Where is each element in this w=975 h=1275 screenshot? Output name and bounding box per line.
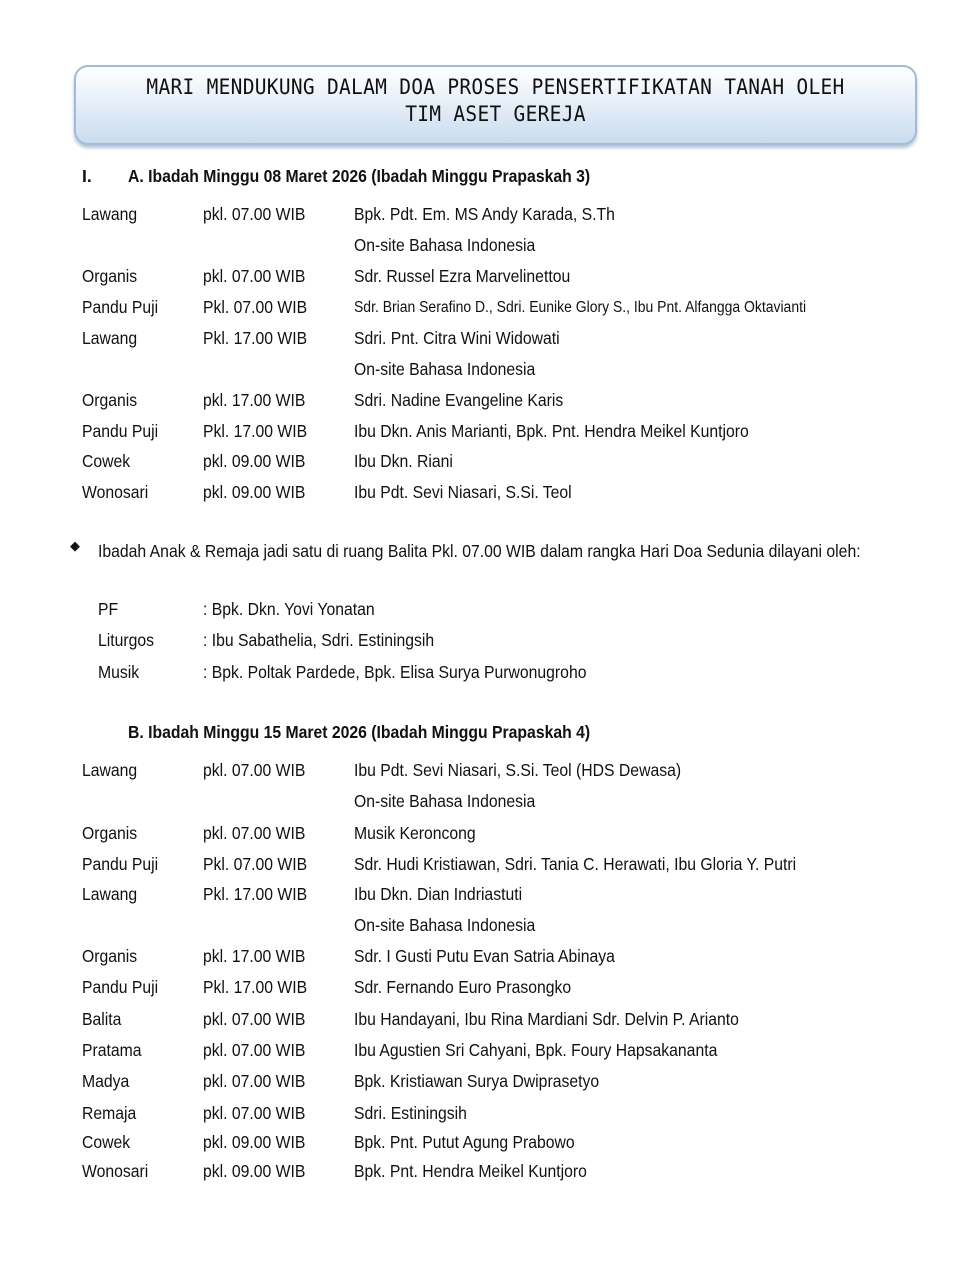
time-label: Pkl. 17.00 WIB bbox=[203, 884, 308, 904]
note-value: : Ibu Sabathelia, Sdri. Estiningsih bbox=[203, 630, 435, 650]
time-label: pkl. 07.00 WIB bbox=[203, 760, 306, 780]
assignee-label: Sdri. Estiningsih bbox=[354, 1103, 467, 1123]
note-text bbox=[98, 536, 928, 567]
time-label: pkl. 09.00 WIB bbox=[203, 1132, 306, 1152]
title-banner bbox=[74, 65, 917, 145]
note-role: Musik bbox=[98, 662, 140, 682]
time-label: pkl. 07.00 WIB bbox=[203, 1103, 306, 1123]
assignee-label: Ibu Dkn. Riani bbox=[354, 451, 453, 471]
place-label: Pandu Puji bbox=[82, 854, 159, 874]
diamond-bullet-icon: ◆ bbox=[70, 538, 80, 553]
place-label: Lawang bbox=[82, 204, 138, 224]
time-label: pkl. 07.00 WIB bbox=[203, 1009, 306, 1029]
section-a-heading: A. Ibadah Minggu 08 Maret 2026 (Ibadah Minggu Prapaskah 3) bbox=[128, 166, 591, 186]
time-label: pkl. 07.00 WIB bbox=[203, 204, 306, 224]
place-label: Lawang bbox=[82, 760, 138, 780]
place-label: Pandu Puji bbox=[82, 977, 159, 997]
place-label: Organis bbox=[82, 823, 138, 843]
place-label: Lawang bbox=[82, 328, 138, 348]
assignee-label: On-site Bahasa Indonesia bbox=[354, 359, 536, 379]
time-label: pkl. 09.00 WIB bbox=[203, 1161, 306, 1181]
note-role: PF bbox=[98, 599, 119, 619]
time-label: pkl. 07.00 WIB bbox=[203, 266, 306, 286]
assignee-label: Bpk. Pnt. Putut Agung Prabowo bbox=[354, 1132, 575, 1152]
time-label: Pkl. 17.00 WIB bbox=[203, 977, 308, 997]
assignee-label: Ibu Pdt. Sevi Niasari, S.Si. Teol (HDS Dewasa) bbox=[354, 760, 682, 780]
assignee-label: Sdri. Nadine Evangeline Karis bbox=[354, 390, 564, 410]
note-value: : Bpk. Dkn. Yovi Yonatan bbox=[203, 599, 375, 619]
time-label: Pkl. 17.00 WIB bbox=[203, 328, 308, 348]
assignee-label: Ibu Dkn. Anis Marianti, Bpk. Pnt. Hendra Meikel Kuntjoro bbox=[354, 421, 749, 441]
assignee-label: Ibu Agustien Sri Cahyani, Bpk. Foury Hapsakananta bbox=[354, 1040, 718, 1060]
assignee-label: Ibu Pdt. Sevi Niasari, S.Si. Teol bbox=[354, 482, 572, 502]
place-label: Pandu Puji bbox=[82, 297, 159, 317]
banner-title: MARI MENDUKUNG DALAM DOA PROSES PENSERTIFIKATAN TANAH OLEH TIM ASET GEREJA bbox=[146, 75, 845, 126]
assignee-label: Bpk. Kristiawan Surya Dwiprasetyo bbox=[354, 1071, 600, 1091]
time-label: pkl. 07.00 WIB bbox=[203, 1071, 306, 1091]
assignee-label: Musik Keroncong bbox=[354, 823, 476, 843]
place-label: Lawang bbox=[82, 884, 138, 904]
place-label: Remaja bbox=[82, 1103, 137, 1123]
assignee-label: Bpk. Pnt. Hendra Meikel Kuntjoro bbox=[354, 1161, 587, 1181]
assignee-label: Sdr. Russel Ezra Marvelinettou bbox=[354, 266, 571, 286]
place-label: Cowek bbox=[82, 1132, 131, 1152]
time-label: pkl. 07.00 WIB bbox=[203, 1040, 306, 1060]
place-label: Cowek bbox=[82, 451, 131, 471]
time-label: Pkl. 07.00 WIB bbox=[203, 854, 308, 874]
time-label: Pkl. 17.00 WIB bbox=[203, 421, 308, 441]
place-label: Madya bbox=[82, 1071, 130, 1091]
note-text-content: Ibadah Anak & Remaja jadi satu di ruang Balita Pkl. 07.00 WIB dalam rangka Hari Doa Sedunia dilayani oleh: bbox=[98, 541, 861, 561]
section-b-heading: B. Ibadah Minggu 15 Maret 2026 (Ibadah Minggu Prapaskah 4) bbox=[128, 722, 591, 742]
section-number: I. bbox=[82, 166, 92, 186]
assignee-label: On-site Bahasa Indonesia bbox=[354, 915, 536, 935]
place-label: Wonosari bbox=[82, 1161, 149, 1181]
place-label: Wonosari bbox=[82, 482, 149, 502]
assignee-label: Ibu Dkn. Dian Indriastuti bbox=[354, 884, 523, 904]
assignee-label: Sdr. Fernando Euro Prasongko bbox=[354, 977, 572, 997]
assignee-label: Bpk. Pdt. Em. MS Andy Karada, S.Th bbox=[354, 204, 615, 224]
place-label: Organis bbox=[82, 946, 138, 966]
place-label: Balita bbox=[82, 1009, 122, 1029]
place-label: Organis bbox=[82, 266, 138, 286]
note-role: Liturgos bbox=[98, 630, 155, 650]
place-label: Organis bbox=[82, 390, 138, 410]
assignee-label: Sdr. Brian Serafino D., Sdri. Eunike Glory S., Ibu Pnt. Alfangga Oktavianti bbox=[354, 299, 807, 316]
time-label: pkl. 09.00 WIB bbox=[203, 451, 306, 471]
time-label: pkl. 09.00 WIB bbox=[203, 482, 306, 502]
assignee-label: Sdr. I Gusti Putu Evan Satria Abinaya bbox=[354, 946, 615, 966]
time-label: pkl. 07.00 WIB bbox=[203, 823, 306, 843]
note-value: : Bpk. Poltak Pardede, Bpk. Elisa Surya Purwonugroho bbox=[203, 662, 587, 682]
assignee-label: Sdri. Pnt. Citra Wini Widowati bbox=[354, 328, 560, 348]
assignee-label: On-site Bahasa Indonesia bbox=[354, 235, 536, 255]
assignee-label: Ibu Handayani, Ibu Rina Mardiani Sdr. Delvin P. Arianto bbox=[354, 1009, 739, 1029]
place-label: Pratama bbox=[82, 1040, 142, 1060]
assignee-label: Sdr. Hudi Kristiawan, Sdri. Tania C. Herawati, Ibu Gloria Y. Putri bbox=[354, 854, 797, 874]
place-label: Pandu Puji bbox=[82, 421, 159, 441]
time-label: pkl. 17.00 WIB bbox=[203, 946, 306, 966]
time-label: pkl. 17.00 WIB bbox=[203, 390, 306, 410]
time-label: Pkl. 07.00 WIB bbox=[203, 297, 308, 317]
assignee-label: On-site Bahasa Indonesia bbox=[354, 791, 536, 811]
